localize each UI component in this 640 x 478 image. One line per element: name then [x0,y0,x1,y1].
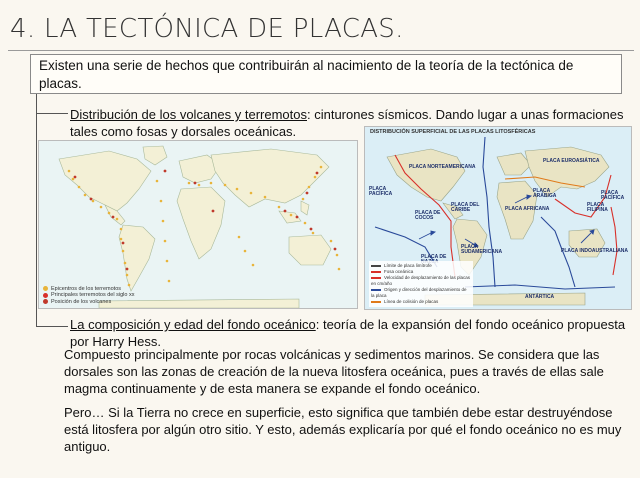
epicenter-swatch-icon [43,286,48,291]
direction-arrow-icon [371,289,381,291]
label-cocos-plate: PLACA DE COCOS [415,210,441,221]
velocity-swatch-icon [371,277,381,279]
label-arabian-plate: PLACA ARÁBIGA [533,188,557,199]
label-indo-australian-plate: PLACA INDOAUSTRALIANA [561,248,629,254]
connector-line-bullet-2 [36,326,68,327]
slide-title: 4. LA TECTÓNICA DE PLACAS. [10,14,404,44]
volcano-earthquake-map [38,140,358,309]
label-antarctic-plate: ANTÁRTICA [525,294,555,300]
intro-box: Existen una serie de hechos que contribuirán al nacimiento de la teoría de la tectónica de placas. [30,54,622,94]
label-african-plate: PLACA AFRICANA [505,206,550,212]
collision-swatch-icon [371,301,381,303]
label-pacific-plate-right: PLACA PACÍFICA [601,190,625,201]
boundary-swatch-icon [371,265,381,267]
label-north-american-plate: PLACA NORTEAMERICANA [409,164,476,170]
plates-map-legend [369,261,473,307]
paragraph-composition: Compuesto principalmente por rocas volcánicas y sedimentos marinos. Se considera que las dorsales son las zonas de creación de la nueva litosfera oceánica, pues a través de ellas sale magma continuamente y de esta manera se expande el fondo oceánico. [64,347,604,396]
legend-item-boundary: Límite de placa limítrofe [371,263,471,269]
plates-map-title: DISTRIBUCIÓN SUPERFICIAL DE LAS PLACAS LITOSFÉRICAS [370,129,536,135]
label-pacific-plate-left: PLACA PACÍFICA [369,186,393,197]
legend-item-trench: Fosa oceánica [371,269,471,275]
volcano-swatch-icon [43,299,48,304]
label-south-american-plate: PLACA SUDAMERICANA [461,244,503,255]
legend-item-collision: Línea de colisión de placas [371,299,471,305]
bullet-ocean-floor-text: : teoría de la expansión del fondo oceánico propuesta por Harry Hess. [70,317,626,349]
volcano-map-graphic [39,141,357,308]
tectonic-plates-map [364,126,632,310]
bullet-volcanoes-link[interactable]: Distribución de los volcanes y terremotos [70,107,307,122]
earthquake-swatch-icon [43,293,48,298]
legend-item-volcanoes: Posición de los volcanes [43,299,134,306]
bullet-ocean-floor [70,316,630,350]
paragraph-conclusion: Pero… Si la Tierra no crece en superficie, esto significa que también debe estar destruyéndose está litosfera por algún otro sitio. Y esto, además explicaría por qué el fondo oceánico no es muy antiguo. [64,405,622,454]
title-divider [8,50,634,51]
connector-line-bullet-1 [36,113,68,114]
legend-item-epicenters: Epicentros de los terremotos [43,286,134,293]
connector-line-vertical [36,94,37,326]
label-eurasian-plate: PLACA EUROASIÁTICA [543,158,600,164]
trench-swatch-icon [371,271,381,273]
legend-item-velocity: Velocidad de desplazamiento de las placas en cm/año [371,275,471,286]
legend-item-earthquakes: Principales terremotos del siglo xx [43,292,134,299]
label-philippine-plate: PLACA FILIPINA [587,202,608,213]
label-caribbean-plate: PLACA DEL CARIBE [451,202,480,213]
legend-item-direction: Origen y dirección del desplazamiento de la placa [371,287,467,298]
bullet-ocean-floor-link[interactable]: La composición y edad del fondo oceánico [70,317,316,332]
volcano-map-legend [43,286,134,306]
bullet-volcanoes-text: : cinturones sísmicos. Dando lugar a unas formaciones tales como fosas y dorsales oceánicas. [70,107,624,139]
label-nazca-plate: PLACA DE [421,254,447,260]
